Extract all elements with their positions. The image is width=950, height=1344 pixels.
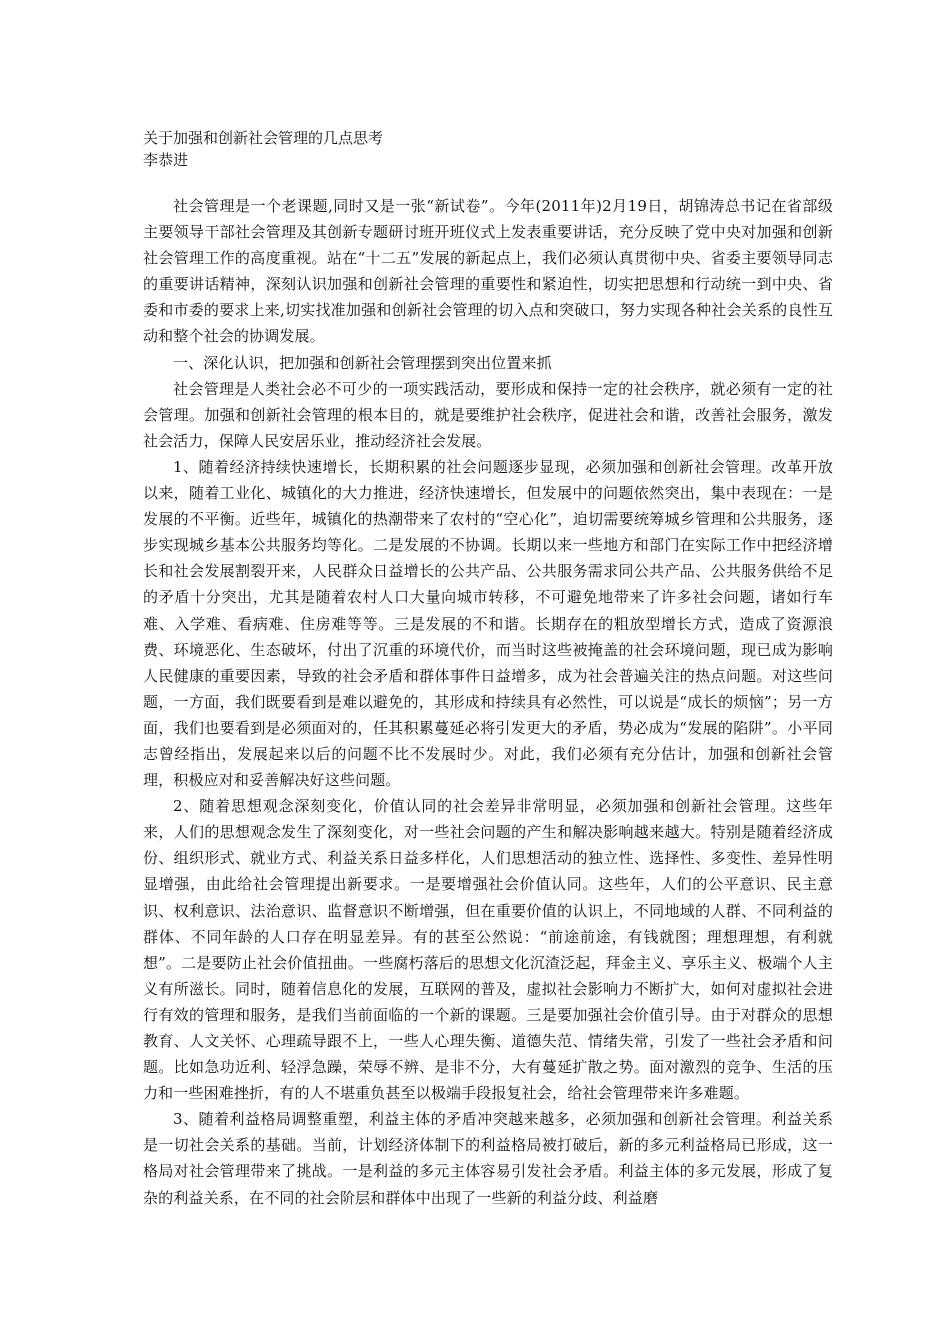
blank-line [143, 171, 833, 193]
document-title: 关于加强和创新社会管理的几点思考 [143, 129, 384, 147]
document-page [143, 127, 833, 1211]
paragraph-section-1-intro: 社会管理是人类社会必不可少的一项实践活动，要形成和保持一定的社会秩序，就必须有一定的社会管理。加强和创新社会管理的根本目的，就是要维护社会秩序，促进社会和谐，改善社会服务，激发社会活力，保障人民安居乐业，推动经济社会发展。 [143, 379, 833, 450]
paragraph-point-3: 3、随着利益格局调整重塑，利益主体的矛盾冲突越来越多，必须加强和创新社会管理。利益关系是一切社会关系的基础。当前，计划经济体制下的利益格局被打破后，新的多元利益格局已形成，这一格局对社会管理带来了挑战。一是利益的多元主体容易引发社会矛盾。利益主体的多元发展，形成了复杂的利益关系，在不同的社会阶层和群体中出现了一些新的利益分歧、利益磨 [143, 1110, 833, 1207]
paragraph-intro: 社会管理是一个老课题,同时又是一张“新试卷”。今年(2011年)2月19日，胡锦涛总书记在省部级主要领导干部社会管理及其创新专题研讨班开班仪式上发表重要讲话，充分反映了党中央对加强和创新社会管理工作的高度重视。站在“十二五”发展的新起点上，我们必须认真贯彻中央、省委主要领导同志的重要讲话精神，深刻认识加强和创新社会管理的重要性和紧迫性，切实把思想和行动统一到中央、省委和市委的要求上来,切实找准加强和创新社会管理的切入点和突破口，努力实现各种社会关系的良性互动和整个社会的协调发展。 [143, 197, 833, 346]
section-heading-1: 一、深化认识，把加强和创新社会管理摆到突出位置来抓 [173, 353, 552, 372]
paragraph-point-1: 1、随着经济持续快速增长，长期积累的社会问题逐步显现，必须加强和创新社会管理。改革开放以来，随着工业化、城镇化的大力推进，经济快速增长，但发展中的问题依然突出，集中表现在：一是发展的不平衡。近些年，城镇化的热潮带来了农村的“空心化”，迫切需要统筹城乡管理和公共服务，逐步实现城乡基本公共服务均等化。二是发展的不协调。长期以来一些地方和部门在实际工作中把经济增长和社会发展割裂开来，人民群众日益增长的公共产品、公共服务需求同公共产品、公共服务供给不足的矛盾十分突出，尤其是随着农村人口大量向城市转移，不可避免地带来了许多社会问题，诸如行车难、入学难、看病难、住房难等等。三是发展的不和谐。长期存在的粗放型增长方式，造成了资源浪费、环境恶化、生态破坏，付出了沉重的环境代价，而当时这些被掩盖的社会环境问题，现已成为影响人民健康的重要因素，导致的社会矛盾和群体事件日益增多，成为社会普遍关注的热点问题。对这些问题，一方面，我们既要看到是难以避免的，其形成和持续具有必然性，可以说是“成长的烦恼”；另一方面，我们也要看到是必须面对的，任其积累蔓延必将引发更大的矛盾，势必成为“发展的陷阱”。小平同志曾经指出，发展起来以后的问题不比不发展时少。对此，我们必须有充分估计，加强和创新社会管理，积极应对和妥善解决好这些问题。 [143, 457, 833, 790]
document-author: 李恭进 [143, 151, 189, 169]
paragraph-point-2: 2、随着思想观念深刻变化，价值认同的社会差异非常明显，必须加强和创新社会管理。这些年来，人们的思想观念发生了深刻变化，对一些社会问题的产生和解决影响越来越大。特别是随着经济成份、组织形式、就业方式、利益关系日益多样化，人们思想活动的独立性、选择性、多变性、差异性明显增强，由此给社会管理提出新要求。一是要增强社会价值认同。这些年，人们的公平意识、民主意识、权利意识、法治意识、监督意识不断增强，但在重要价值的认识上，不同地域的人群、不同利益的群体、不同年龄的人口存在明显差异。有的甚至公然说：“前途前途，有钱就图；理想理想，有利就想”。二是要防止社会价值扭曲。一些腐朽落后的思想文化沉渣泛起，拜金主义、享乐主义、极端个人主义有所滋长。同时，随着信息化的发展，互联网的普及，虚拟社会影响力不断扩大，如何对虚拟社会进行有效的管理和服务，是我们当前面临的一个新的课题。三是要加强社会价值引导。由于对群众的思想教育、人文关怀、心理疏导跟不上，一些人心理失衡、道德失范、情绪失常，引发了一些社会矛盾和问题。比如急功近利、轻浮急躁，荣辱不辨、是非不分，大有蔓延扩散之势。面对激烈的竞争、生活的压力和一些困难挫折，有的人不堪重负甚至以极端手段报复社会，给社会管理带来许多难题。 [143, 797, 833, 1103]
